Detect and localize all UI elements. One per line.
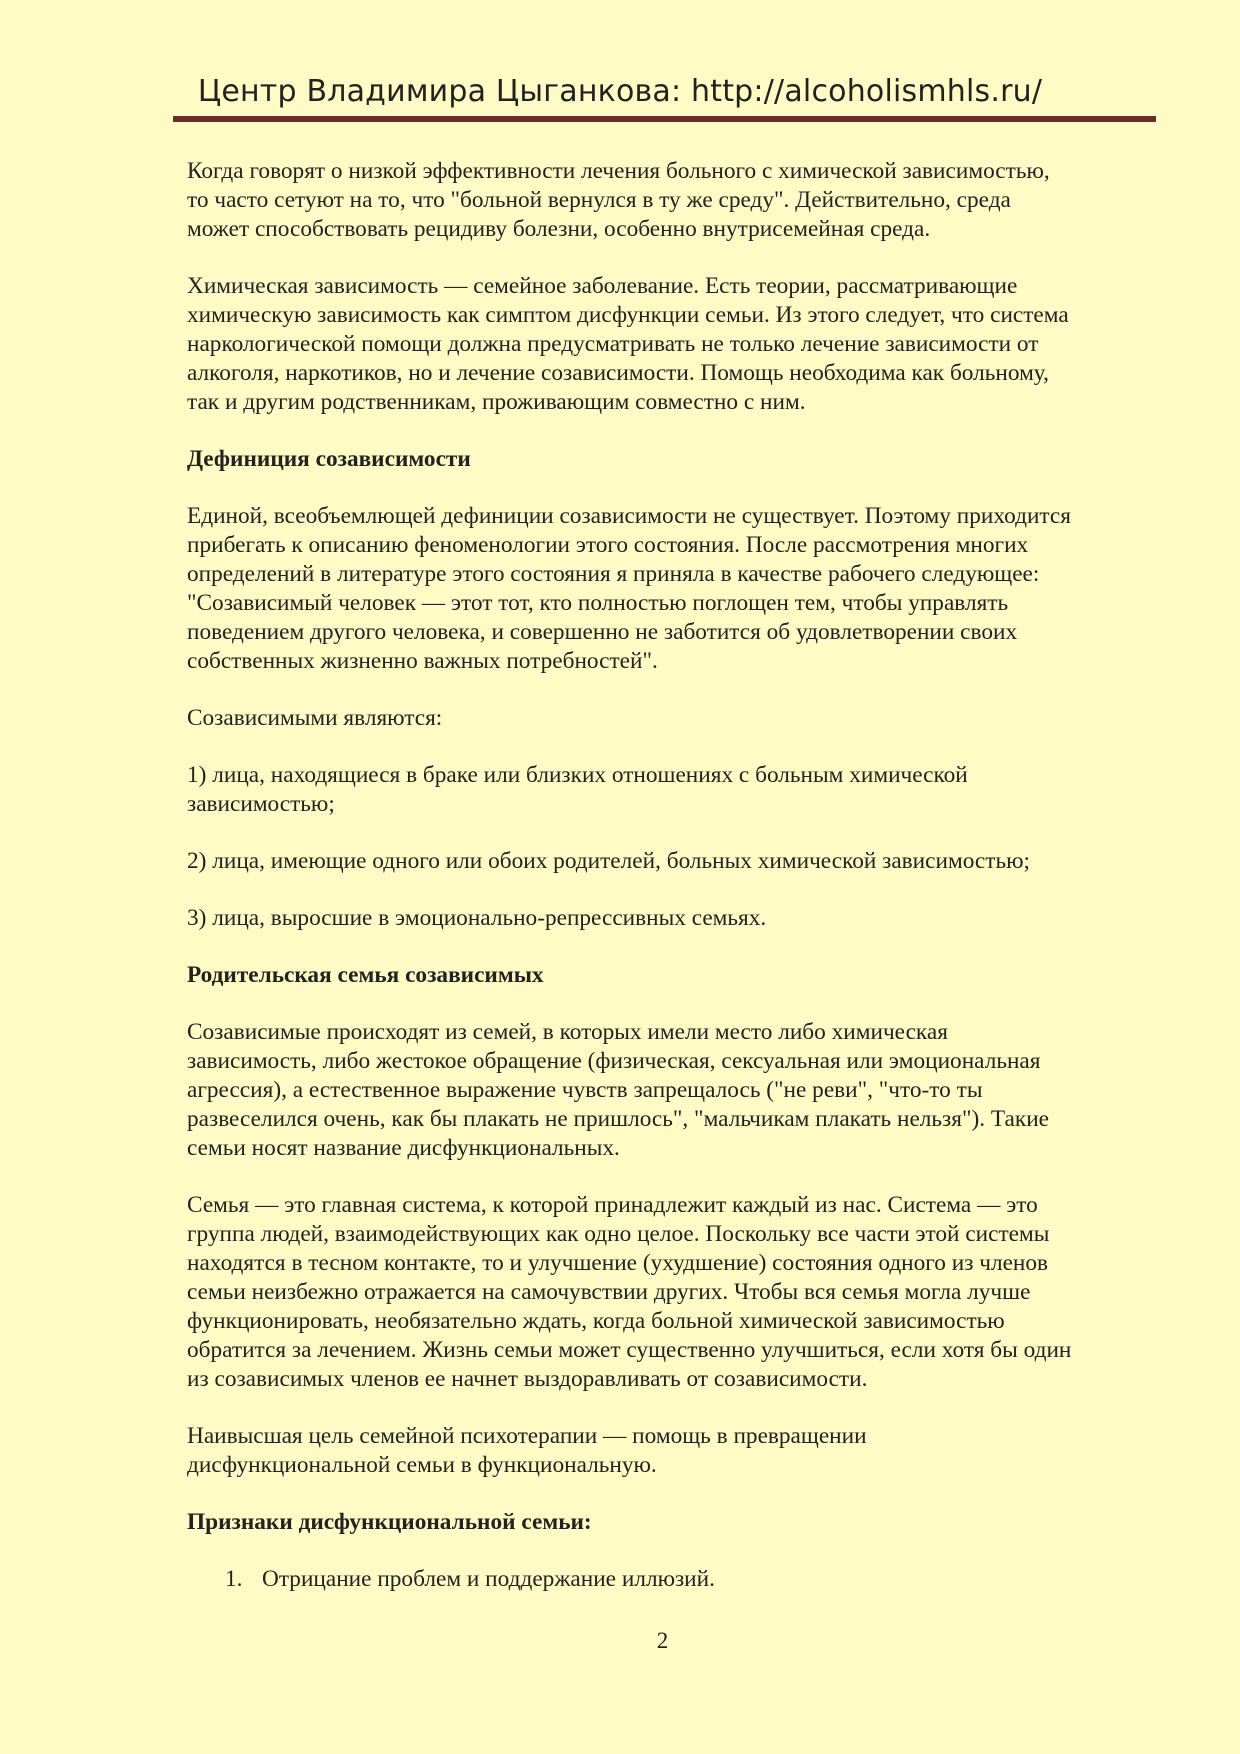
section-heading: Родительская семья созависимых (187, 962, 544, 988)
list-item-text: Отрицание проблем и поддержание иллюзий. (262, 1566, 715, 1592)
paragraph: 3) лица, выросшие в эмоционально-репрессивных семьях. (187, 905, 767, 931)
paragraph: 1) лица, находящиеся в браке или близких отношениях с больным химической зависимостью; (187, 762, 968, 817)
paragraph: 2) лица, имеющие одного или обоих родителей, больных химической зависимостью; (187, 848, 1030, 874)
paragraph: Когда говорят о низкой эффективности лечения больного с химической зависимостью, то часто сетуют на то, что "больной вернулся в ту же среду". Действительно, среда может способствовать рецидиву болезни, особенно внутрисемейная среда. (187, 158, 1050, 242)
paragraph: Химическая зависимость — семейное заболевание. Есть теории, рассматривающие химическую зависимость как симптом дисфункции семьи. Из этого следует, что система наркологической помощи должна предусматривать не только лечение зависимости от алкоголя, наркотиков, но и лечение созависимости. Помощь необходима как больному, так и другим родственникам, проживающим совместно с ним. (187, 273, 1069, 415)
list-item-number: 1. (225, 1566, 243, 1592)
paragraph: Единой, всеобъемлющей дефиниции созависимости не существует. Поэтому приходится прибегать к описанию феноменологии этого состояния. После рассмотрения многих определений в литературе этого состояния я приняла в качестве рабочего следующее: "Созависимый человек — этот тот, кто полностью поглощен тем, чтобы управлять поведением другого человека, и совершенно не заботится об удовлетворении своих собственных жизненно важных потребностей". (187, 503, 1071, 674)
list-item (187, 1565, 1167, 1594)
header-divider (173, 116, 1156, 122)
paragraph: Созависимыми являются: (187, 705, 443, 731)
document-body (187, 157, 1167, 1594)
paragraph: Наивысшая цель семейной психотерапии — помощь в превращении дисфункциональной семьи в функциональную. (187, 1423, 867, 1478)
section-heading: Дефиниция созависимости (187, 446, 471, 472)
page-number: 2 (656, 1628, 669, 1653)
paragraph: Семья — это главная система, к которой принадлежит каждый из нас. Система — это группа людей, взаимодействующих как одно целое. Поскольку все части этой системы находятся в тесном контакте, то и улучшение (ухудшение) состояния одного из членов семьи неизбежно отражается на самочувствии других. Чтобы вся семья могла лучше функционировать, необязательно ждать, когда больной химической зависимостью обратится за лечением. Жизнь семьи может существенно улучшиться, если хотя бы один из созависимых членов ее начнет выздоравливать от созависимости. (187, 1192, 1072, 1392)
page-header-title: Центр Владимира Цыганкова: http://alcoholismhls.ru/ (197, 74, 1043, 109)
section-heading: Признаки дисфункциональной семьи: (187, 1509, 592, 1535)
numbered-list (187, 1565, 1167, 1594)
paragraph: Созависимые происходят из семей, в которых имели место либо химическая зависимость, либо жестокое обращение (физическая, сексуальная или эмоциональная агрессия), а естественное выражение чувств запрещалось ("не реви", "что-то ты развеселился очень, как бы плакать не пришлось", "мальчикам плакать нельзя"). Такие семьи носят название дисфункциональных. (187, 1019, 1050, 1161)
